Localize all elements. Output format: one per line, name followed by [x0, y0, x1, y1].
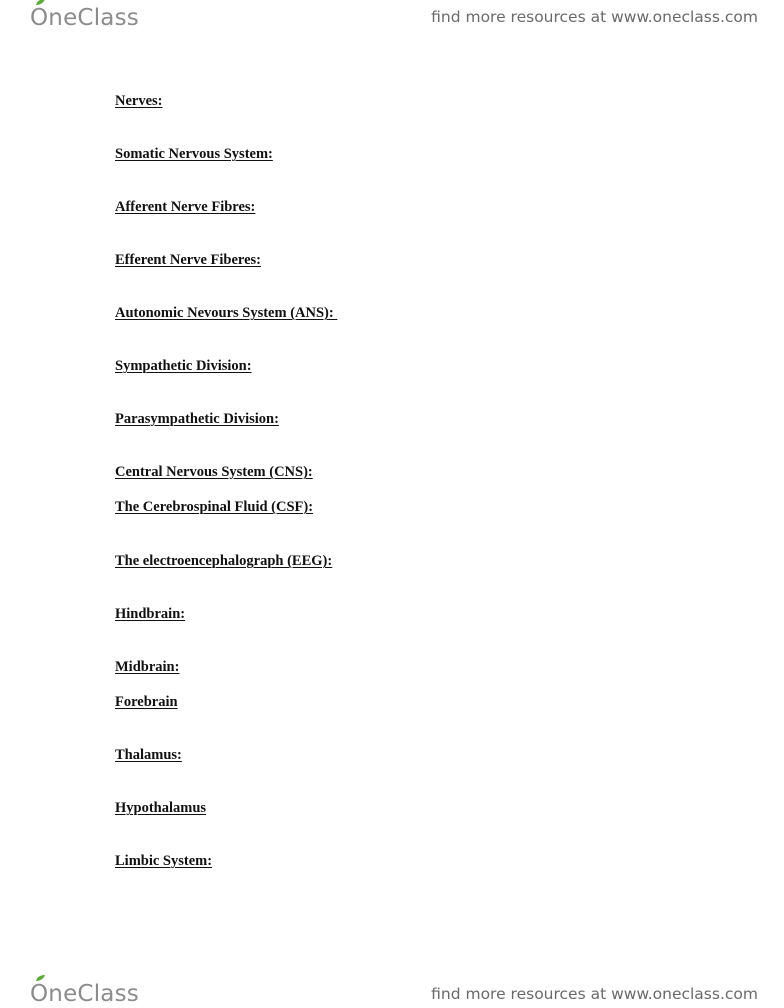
leaf-icon: [36, 0, 45, 5]
oneclass-logo[interactable]: [30, 2, 139, 32]
heading-midbrain: Midbrain:: [115, 659, 180, 675]
heading-electroencephalograph: The electroencephalograph (EEG):: [115, 553, 333, 569]
logo-text: OneClass: [30, 5, 139, 31]
heading-limbic-system: Limbic System:: [115, 853, 213, 869]
heading-afferent-nerve-fibres: Afferent Nerve Fibres:: [115, 199, 256, 215]
site-link[interactable]: find more resources at www.oneclass.com: [431, 8, 758, 26]
heading-autonomic-nervous-system: Autonomic Nevours System (ANS):: [115, 305, 338, 321]
heading-hindbrain: Hindbrain:: [115, 606, 186, 622]
heading-hypothalamus: Hypothalamus: [115, 800, 207, 816]
heading-nerves: Nerves:: [115, 93, 163, 109]
heading-efferent-nerve-fiberes: Efferent Nerve Fiberes:: [115, 252, 262, 268]
heading-sympathetic-division: Sympathetic Division:: [115, 358, 252, 374]
heading-forebrain: Forebrain: [115, 694, 178, 710]
heading-parasympathetic-division: Parasympathetic Division:: [115, 411, 279, 427]
leaf-icon: [36, 975, 45, 981]
heading-thalamus: Thalamus:: [115, 747, 182, 763]
logo-text: OneClass: [30, 981, 139, 1007]
heading-cerebrospinal-fluid: The Cerebrospinal Fluid (CSF):: [115, 499, 314, 515]
heading-somatic-nervous-system: Somatic Nervous System:: [115, 146, 273, 162]
heading-central-nervous-system: Central Nervous System (CNS):: [115, 464, 313, 480]
site-link-footer[interactable]: find more resources at www.oneclass.com: [431, 985, 758, 1003]
oneclass-logo-footer[interactable]: [30, 978, 139, 1008]
